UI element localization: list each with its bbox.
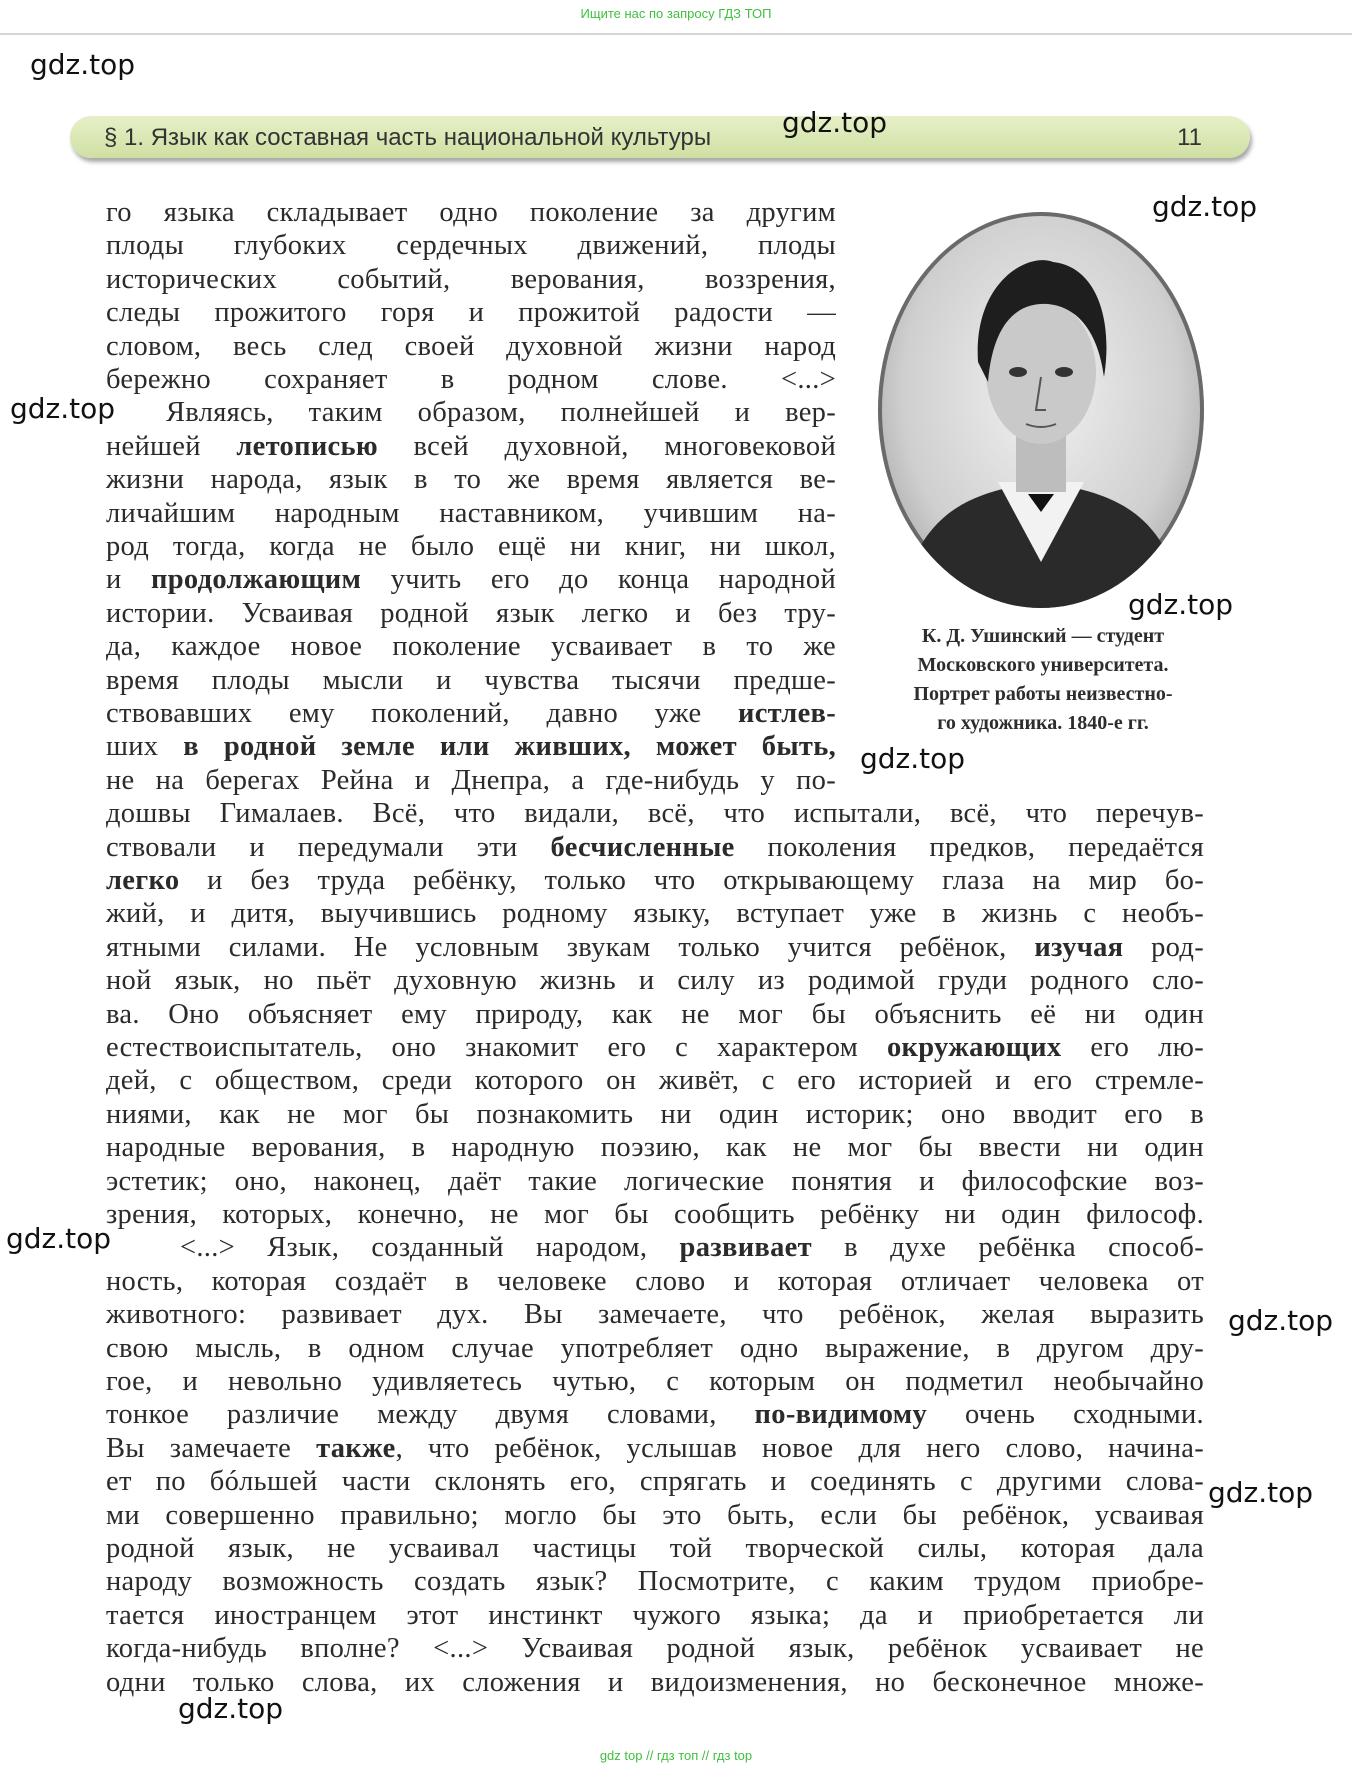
text-segment: ших — [106, 731, 159, 763]
text-line — [106, 797, 1204, 830]
text-segment: тается иностранцем этот инстинкт чужого языка; да и приобретается ли — [106, 1599, 1204, 1631]
text-line — [106, 330, 836, 363]
text-line — [106, 463, 836, 496]
text-line — [180, 1231, 1204, 1264]
text-line — [106, 1532, 1204, 1565]
text-segment: естествоиспытатель, оно знакомит его с характером — [106, 1032, 887, 1063]
text-line — [106, 1666, 1204, 1699]
text-line — [106, 1298, 1204, 1331]
text-segment: ва. Оно объясняет ему природу, как не мог бы объяснить её ни один — [106, 998, 1204, 1030]
text-line — [106, 1599, 1204, 1632]
caption-line: К. Д. Ушинский — студент — [921, 625, 1165, 647]
text-line — [166, 396, 836, 429]
watermark: gdz.top — [860, 742, 966, 775]
text-segment: дей, с обществом, среди которого он живёт, с его историей и его стремле- — [106, 1065, 1204, 1097]
text-line — [106, 764, 836, 797]
text-segment: животного: развивает дух. Вы замечаете, что ребёнок, желая выразить — [106, 1299, 1204, 1331]
text-line — [106, 1365, 1204, 1398]
text-segment: го языка складывает одно поколение за другим — [106, 197, 836, 228]
text-line — [106, 229, 836, 262]
text-segment: тонкое различие между двумя словами, — [106, 1399, 755, 1431]
text-segment: гое, и невольно удивляетесь чутью, с которым он подметил необычайно — [106, 1366, 1204, 1397]
text-line — [106, 730, 836, 763]
text-line — [106, 430, 836, 463]
watermark: gdz.top — [10, 392, 116, 425]
text-segment: жизни народа, язык в то же время является ве- — [106, 464, 836, 496]
text-line — [106, 1098, 1204, 1131]
text-line — [106, 897, 1204, 930]
text-segment: и без труда ребёнку, только что открывающему глаза на мир бо- — [179, 865, 1204, 896]
text-segment: ствовавших ему поколений, давно уже — [106, 698, 739, 729]
text-line — [106, 1465, 1204, 1498]
caption-line: го художника. 1840-е гг. — [937, 712, 1149, 734]
text-line — [106, 864, 1204, 897]
text-line — [106, 1031, 1204, 1064]
text-segment: поколения предков, передаётся — [734, 831, 1204, 863]
text-segment: его лю- — [1061, 1032, 1204, 1063]
text-line — [106, 1499, 1204, 1532]
text-segment: ниями, как не мог бы познакомить ни один историк; оно вводит его в — [106, 1098, 1204, 1130]
bold-word: в родной земле или живших, может быть, — [158, 731, 836, 763]
text-segment: родной язык, не усваивал частицы той творческой силы, которая дала — [106, 1533, 1204, 1564]
watermark: gdz.top — [782, 106, 888, 139]
text-segment: , что ребёнок, услышав новое для него слово, начина- — [395, 1432, 1204, 1464]
text-segment: зрения, которых, конечно, не мог бы сообщить ребёнку ни один философ. — [106, 1199, 1204, 1230]
portrait-caption — [868, 622, 1218, 738]
bold-word: развивает — [679, 1232, 812, 1264]
text-line — [106, 497, 836, 530]
text-line — [106, 630, 836, 663]
text-segment: словом, весь след своей духовной жизни народ — [106, 330, 836, 362]
page-number: 11 — [1177, 124, 1202, 151]
text-line — [106, 597, 836, 630]
text-line — [106, 563, 836, 596]
text-segment: Являясь, таким образом, полнейшей и вер- — [166, 397, 836, 429]
text-line — [106, 363, 836, 396]
text-segment: ятными силами. Не условным звукам только учится ребёнок, — [106, 931, 1035, 963]
chapter-header — [70, 116, 1250, 158]
caption-line: Портрет работы неизвестно- — [913, 683, 1173, 705]
portrait-drawing — [878, 212, 1204, 608]
text-segment: одни только слова, их сложения и видоизменения, но бесконечное множе- — [106, 1666, 1204, 1698]
text-segment: плоды глубоких сердечных движений, плоды — [106, 230, 836, 262]
text-segment: ми совершенно правильно; могло бы это быть, если бы ребёнок, усваивая — [106, 1499, 1204, 1531]
text-segment: и — [106, 564, 152, 596]
text-line — [106, 931, 1204, 964]
bold-word: летописью — [236, 430, 378, 462]
text-line — [106, 964, 1204, 997]
text-line — [106, 1565, 1204, 1598]
text-line — [106, 998, 1204, 1031]
text-segment: ность, которая создаёт в человеке слово и которая отличает человека от — [106, 1265, 1204, 1297]
watermark: gdz.top — [6, 1222, 112, 1255]
portrait-image — [878, 212, 1204, 608]
text-segment: личайшим народным наставником, учившим на- — [106, 497, 836, 529]
text-segment: бережно сохраняет в родном слове. <...> — [106, 364, 836, 395]
caption-line: Московского университета. — [917, 654, 1169, 676]
text-line — [106, 263, 836, 296]
text-line — [106, 1398, 1204, 1431]
text-line — [106, 697, 836, 730]
text-segment: нейшей — [106, 430, 237, 462]
text-line — [106, 1064, 1204, 1097]
bold-word: легко — [106, 865, 180, 896]
text-segment: в духе ребёнка способ- — [811, 1232, 1205, 1264]
top-banner — [0, 0, 1352, 35]
text-line — [106, 664, 836, 697]
bold-word: бесчисленные — [550, 831, 735, 863]
text-segment: ствовали и передумали эти — [106, 831, 551, 863]
text-segment: всей духовной, многовековой — [377, 430, 836, 462]
text-line — [106, 530, 836, 563]
watermark: gdz.top — [1228, 1304, 1334, 1337]
text-segment: очень сходными. — [927, 1399, 1204, 1431]
text-line — [106, 1632, 1204, 1665]
text-segment: следы прожитого горя и прожитой радости — — [106, 297, 836, 329]
text-segment: не на берегах Рейна и Днепра, а где-нибудь у по- — [106, 764, 836, 796]
chapter-title: § 1. Язык как составная часть национальной культуры — [104, 124, 712, 151]
text-segment: свою мысль, в одном случае употребляет одно выражение, в другом дру- — [106, 1332, 1204, 1364]
text-segment: время плоды мысли и чувства тысячи предше- — [106, 664, 836, 696]
text-segment: народные верования, в народную поэзию, как не мог бы ввести ни один — [106, 1132, 1204, 1164]
text-segment: истории. Усваивая родной язык легко и без тру- — [106, 597, 836, 629]
watermark: gdz.top — [1152, 190, 1258, 223]
text-segment: <...> Язык, созданный народом, — [180, 1232, 680, 1264]
text-segment: дошвы Гималаев. Всё, что видали, всё, что испытали, всё, что перечув- — [106, 798, 1204, 830]
text-segment: ет по бóльшей части склонять его, спрягать и соединять с другими слова- — [106, 1466, 1204, 1498]
bold-word: изучая — [1034, 931, 1124, 963]
text-line — [106, 296, 836, 329]
text-line — [106, 1198, 1204, 1231]
text-segment: род тогда, когда не было ещё ни книг, ни школ, — [106, 531, 836, 562]
text-line — [106, 1432, 1204, 1465]
text-line — [106, 196, 836, 229]
watermark: gdz.top — [178, 1692, 284, 1725]
watermark: gdz.top — [1208, 1476, 1314, 1509]
text-segment: народу возможность создать язык? Посмотрите, с каким трудом приобре- — [106, 1566, 1204, 1598]
text-segment: когда-нибудь вполне? <...> Усваивая родной язык, ребёнок усваивает не — [106, 1633, 1204, 1665]
bold-word: окружающих — [886, 1032, 1062, 1063]
watermark: gdz.top — [1128, 588, 1234, 621]
text-segment: Вы замечаете — [106, 1432, 317, 1464]
bold-word: истлев- — [738, 698, 836, 729]
bold-word: также — [316, 1432, 396, 1464]
top-banner-text: Ищите нас по запросу ГДЗ ТОП — [580, 6, 772, 21]
text-segment: да, каждое новое поколение усваивает в то же — [106, 631, 836, 663]
text-line — [106, 1165, 1204, 1198]
text-segment: род- — [1123, 931, 1204, 963]
text-line — [106, 1265, 1204, 1298]
bold-word: по-видимому — [754, 1399, 928, 1431]
text-segment: жий, и дитя, выучившись родному языку, вступает уже в жизнь с необъ- — [106, 898, 1204, 930]
text-line — [106, 1332, 1204, 1365]
text-segment: ной язык, но пьёт духовную жизнь и силу из родимой груди родного сло- — [106, 965, 1204, 997]
text-line — [106, 1131, 1204, 1164]
text-line — [106, 831, 1204, 864]
watermark: gdz.top — [30, 48, 136, 81]
bottom-links: gdz top // гдз топ // гдз top — [599, 1748, 753, 1763]
text-segment: исторических событий, верования, воззрения, — [106, 263, 836, 295]
text-segment: учить его до конца народной — [361, 564, 836, 596]
text-segment: эстетик; оно, наконец, даёт такие логические понятия и философские воз- — [106, 1165, 1204, 1197]
bold-word: продолжающим — [151, 564, 362, 596]
